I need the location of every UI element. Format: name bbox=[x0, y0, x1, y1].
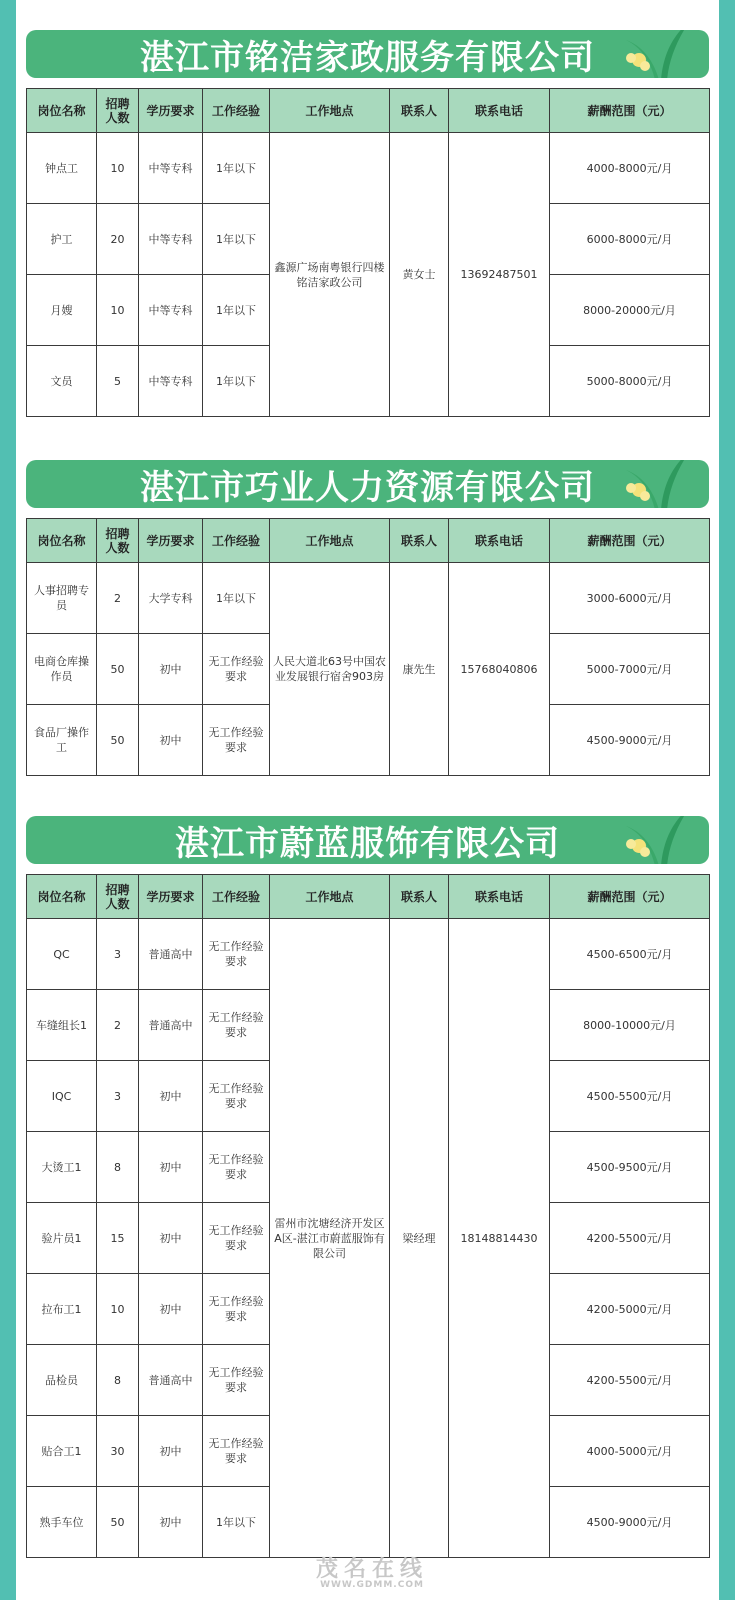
company-title-2: 湛江市巧业人力资源有限公司 bbox=[140, 467, 595, 508]
headcount-cell: 8 bbox=[97, 1132, 139, 1203]
column-header: 联系人 bbox=[390, 875, 449, 919]
column-header: 工作经验 bbox=[203, 519, 270, 563]
job-table-2 bbox=[26, 518, 710, 776]
salary-cell: 4200-5500元/月 bbox=[550, 1203, 710, 1274]
salary-cell: 4500-6500元/月 bbox=[550, 919, 710, 990]
headcount-cell: 20 bbox=[97, 204, 139, 275]
phone-cell: 18148814430 bbox=[449, 919, 550, 1558]
job-table-1 bbox=[26, 88, 710, 417]
column-header: 学历要求 bbox=[139, 519, 203, 563]
headcount-cell: 50 bbox=[97, 1487, 139, 1558]
education-cell: 普通高中 bbox=[139, 919, 203, 990]
job-title-cell: 车缝组长1 bbox=[27, 990, 97, 1061]
column-header: 联系电话 bbox=[449, 519, 550, 563]
headcount-cell: 5 bbox=[97, 346, 139, 417]
education-cell: 中等专科 bbox=[139, 275, 203, 346]
education-cell: 初中 bbox=[139, 1061, 203, 1132]
company-banner-3 bbox=[26, 816, 709, 864]
headcount-cell: 3 bbox=[97, 1061, 139, 1132]
education-cell: 初中 bbox=[139, 1132, 203, 1203]
column-header: 工作地点 bbox=[270, 519, 390, 563]
headcount-cell: 50 bbox=[97, 705, 139, 776]
experience-cell: 1年以下 bbox=[203, 133, 270, 204]
column-header: 联系电话 bbox=[449, 89, 550, 133]
column-header: 联系人 bbox=[390, 89, 449, 133]
headcount-cell: 2 bbox=[97, 563, 139, 634]
experience-cell: 无工作经验要求 bbox=[203, 705, 270, 776]
education-cell: 初中 bbox=[139, 634, 203, 705]
salary-cell: 4200-5500元/月 bbox=[550, 1345, 710, 1416]
education-cell: 中等专科 bbox=[139, 133, 203, 204]
headcount-cell: 50 bbox=[97, 634, 139, 705]
column-header: 薪酬范围（元） bbox=[550, 89, 710, 133]
contact-person-cell: 黄女士 bbox=[390, 133, 449, 417]
column-header: 工作地点 bbox=[270, 89, 390, 133]
experience-cell: 1年以下 bbox=[203, 563, 270, 634]
salary-cell: 4500-9500元/月 bbox=[550, 1132, 710, 1203]
experience-cell: 无工作经验要求 bbox=[203, 1416, 270, 1487]
salary-cell: 3000-6000元/月 bbox=[550, 563, 710, 634]
column-header: 联系电话 bbox=[449, 875, 550, 919]
experience-cell: 无工作经验要求 bbox=[203, 990, 270, 1061]
education-cell: 普通高中 bbox=[139, 1345, 203, 1416]
table-header-row bbox=[27, 519, 710, 563]
job-title-cell: 钟点工 bbox=[27, 133, 97, 204]
column-header: 学历要求 bbox=[139, 89, 203, 133]
salary-cell: 4000-8000元/月 bbox=[550, 133, 710, 204]
work-location-cell: 雷州市沈塘经济开发区A区-湛江市蔚蓝服饰有限公司 bbox=[270, 919, 390, 1558]
experience-cell: 无工作经验要求 bbox=[203, 1203, 270, 1274]
headcount-cell: 3 bbox=[97, 919, 139, 990]
job-title-cell: 电商仓库操作员 bbox=[27, 634, 97, 705]
experience-cell: 无工作经验要求 bbox=[203, 919, 270, 990]
experience-cell: 1年以下 bbox=[203, 1487, 270, 1558]
table-row bbox=[27, 563, 710, 634]
flower-icon bbox=[621, 460, 701, 508]
salary-cell: 8000-10000元/月 bbox=[550, 990, 710, 1061]
salary-cell: 4500-9000元/月 bbox=[550, 1487, 710, 1558]
education-cell: 中等专科 bbox=[139, 346, 203, 417]
headcount-cell: 30 bbox=[97, 1416, 139, 1487]
flower-icon bbox=[621, 816, 701, 864]
headcount-cell: 2 bbox=[97, 990, 139, 1061]
salary-cell: 6000-8000元/月 bbox=[550, 204, 710, 275]
job-title-cell: 文员 bbox=[27, 346, 97, 417]
column-header: 招聘人数 bbox=[97, 519, 139, 563]
salary-cell: 8000-20000元/月 bbox=[550, 275, 710, 346]
headcount-cell: 8 bbox=[97, 1345, 139, 1416]
job-title-cell: QC bbox=[27, 919, 97, 990]
salary-cell: 5000-7000元/月 bbox=[550, 634, 710, 705]
column-header: 岗位名称 bbox=[27, 875, 97, 919]
phone-cell: 15768040806 bbox=[449, 563, 550, 776]
watermark-logo bbox=[272, 1557, 472, 1596]
company-title-3: 湛江市蔚蓝服饰有限公司 bbox=[175, 823, 560, 864]
work-location-cell: 鑫源广场南粤银行四楼铭洁家政公司 bbox=[270, 133, 390, 417]
education-cell: 普通高中 bbox=[139, 990, 203, 1061]
phone-cell: 13692487501 bbox=[449, 133, 550, 417]
job-title-cell: 贴合工1 bbox=[27, 1416, 97, 1487]
education-cell: 初中 bbox=[139, 1203, 203, 1274]
experience-cell: 1年以下 bbox=[203, 204, 270, 275]
job-title-cell: 品检员 bbox=[27, 1345, 97, 1416]
watermark-url: WWW.GDMM.COM bbox=[320, 1580, 424, 1590]
job-title-cell: 人事招聘专员 bbox=[27, 563, 97, 634]
column-header: 招聘人数 bbox=[97, 89, 139, 133]
column-header: 工作经验 bbox=[203, 89, 270, 133]
company-banner-2 bbox=[26, 460, 709, 508]
company-banner-1 bbox=[26, 30, 709, 78]
job-title-cell: 大烫工1 bbox=[27, 1132, 97, 1203]
column-header: 薪酬范围（元） bbox=[550, 875, 710, 919]
headcount-cell: 15 bbox=[97, 1203, 139, 1274]
table-header-row bbox=[27, 875, 710, 919]
experience-cell: 1年以下 bbox=[203, 346, 270, 417]
salary-cell: 5000-8000元/月 bbox=[550, 346, 710, 417]
job-title-cell: 熟手车位 bbox=[27, 1487, 97, 1558]
job-title-cell: 验片员1 bbox=[27, 1203, 97, 1274]
experience-cell: 1年以下 bbox=[203, 275, 270, 346]
job-title-cell: 护工 bbox=[27, 204, 97, 275]
table-header-row bbox=[27, 89, 710, 133]
education-cell: 初中 bbox=[139, 705, 203, 776]
experience-cell: 无工作经验要求 bbox=[203, 634, 270, 705]
headcount-cell: 10 bbox=[97, 1274, 139, 1345]
salary-cell: 4500-9000元/月 bbox=[550, 705, 710, 776]
experience-cell: 无工作经验要求 bbox=[203, 1061, 270, 1132]
flower-icon bbox=[621, 30, 701, 78]
salary-cell: 4000-5000元/月 bbox=[550, 1416, 710, 1487]
education-cell: 初中 bbox=[139, 1416, 203, 1487]
company-title-1: 湛江市铭洁家政服务有限公司 bbox=[140, 37, 595, 78]
column-header: 招聘人数 bbox=[97, 875, 139, 919]
headcount-cell: 10 bbox=[97, 275, 139, 346]
salary-cell: 4500-5500元/月 bbox=[550, 1061, 710, 1132]
column-header: 岗位名称 bbox=[27, 519, 97, 563]
table-row bbox=[27, 919, 710, 990]
education-cell: 大学专科 bbox=[139, 563, 203, 634]
education-cell: 初中 bbox=[139, 1487, 203, 1558]
watermark-text: 茂名在线 bbox=[315, 1557, 428, 1582]
column-header: 工作经验 bbox=[203, 875, 270, 919]
job-title-cell: 食品厂操作工 bbox=[27, 705, 97, 776]
column-header: 学历要求 bbox=[139, 875, 203, 919]
column-header: 薪酬范围（元） bbox=[550, 519, 710, 563]
contact-person-cell: 梁经理 bbox=[390, 919, 449, 1558]
education-cell: 初中 bbox=[139, 1274, 203, 1345]
salary-cell: 4200-5000元/月 bbox=[550, 1274, 710, 1345]
job-title-cell: 月嫂 bbox=[27, 275, 97, 346]
education-cell: 中等专科 bbox=[139, 204, 203, 275]
experience-cell: 无工作经验要求 bbox=[203, 1274, 270, 1345]
column-header: 联系人 bbox=[390, 519, 449, 563]
work-location-cell: 人民大道北63号中国农业发展银行宿舍903房 bbox=[270, 563, 390, 776]
contact-person-cell: 康先生 bbox=[390, 563, 449, 776]
column-header: 岗位名称 bbox=[27, 89, 97, 133]
table-row bbox=[27, 133, 710, 204]
job-table-3 bbox=[26, 874, 710, 1558]
experience-cell: 无工作经验要求 bbox=[203, 1345, 270, 1416]
job-title-cell: IQC bbox=[27, 1061, 97, 1132]
experience-cell: 无工作经验要求 bbox=[203, 1132, 270, 1203]
headcount-cell: 10 bbox=[97, 133, 139, 204]
column-header: 工作地点 bbox=[270, 875, 390, 919]
job-title-cell: 拉布工1 bbox=[27, 1274, 97, 1345]
